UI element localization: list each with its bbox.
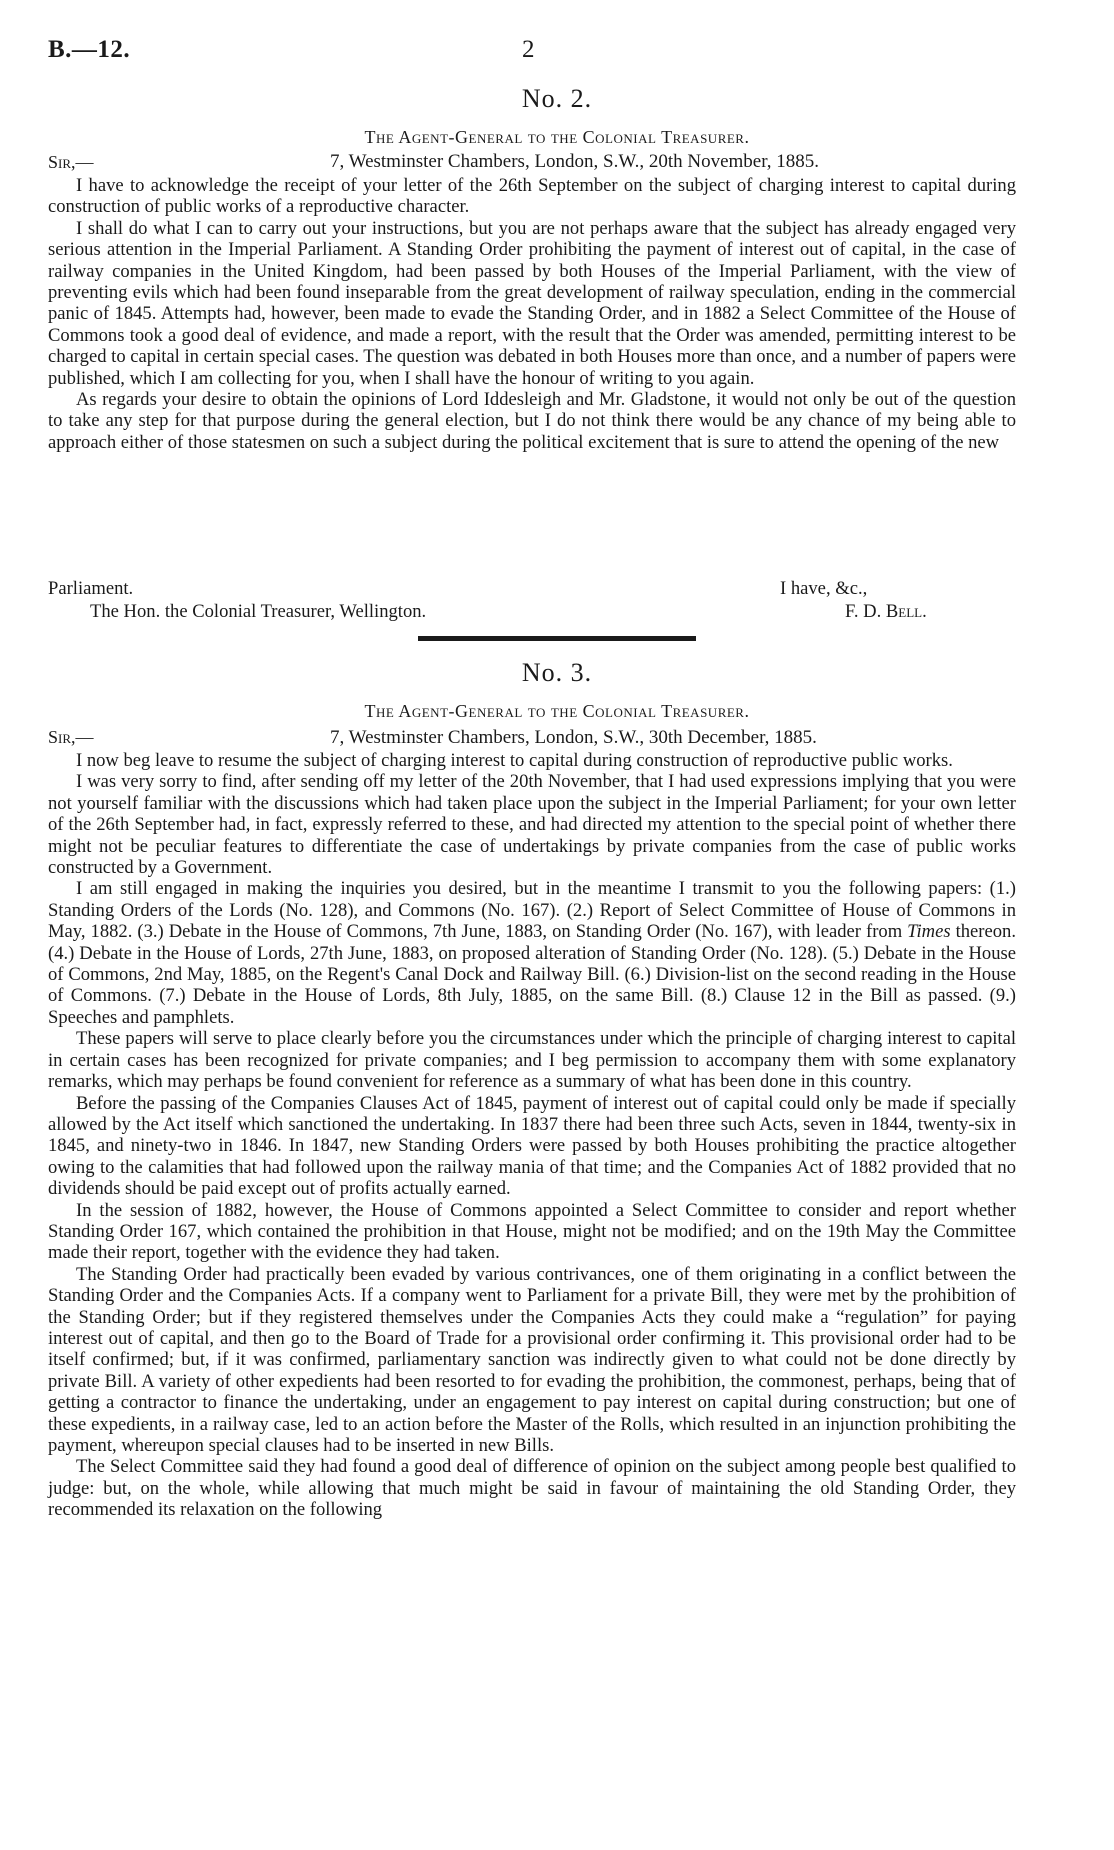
letter-3-paragraph-5: Before the passing of the Companies Clauses Act of 1845, payment of interest out of capital could only be made if specially allowed by the Act itself which sanctioned the undertaking. In 1837 there had been three such Acts, seven in 1844, twenty-six in 1845, and ninety-two in 1846. In 1847, new Standing Orders were passed by both Houses prohibiting the practice altogether owing to the calamities that had followed upon the railway mania of that time; and the Companies Act of 1882 provided that no dividends should be paid except out of profits actually earned.	[48, 1092, 1016, 1200]
letter-2-body	[48, 175, 1016, 453]
letter-3-paragraph-1: I now beg leave to resume the subject of charging interest to capital during construction of reproductive public works.	[76, 750, 953, 771]
letter-3-salutation: Sir,—	[48, 727, 94, 747]
times-newspaper-title: Times	[907, 921, 951, 943]
page-number: 2	[522, 36, 535, 63]
letter-2-number: No. 2.	[521, 84, 593, 113]
letter-3-paragraph-3: I am still engaged in making the inquiries you desired, but in the meantime I transmit to you the following papers: (1.) Standing Orders of the Lords (No. 128), and Commons (No. 167). (2.) Report of Select Committee of House of Commons in May, 1882. (3.) Debate in the House of Commons, 7th June, 1883, on Standing Order (No. 167), with leader from Times thereon. (4.) Debate in the House of Lords, 27th June, 1883, on proposed alteration of Standing Order (No. 128). (5.) Debate in the House of Commons, 2nd May, 1885, on the Regent's Canal Dock and Railway Bill. (6.) Division-list on the second reading in the House of Commons. (7.) Debate in the House of Lords, 8th July, 1885, on the same Bill. (8.) Clause 12 in the Bill as passed. (9.) Speeches and pamphlets.	[48, 878, 1016, 1028]
letter-2-closing-right: I have, &c.,	[780, 578, 868, 599]
letter-2-paragraph-1: I have to acknowledge the receipt of your letter of the 26th September on the subject of charging interest to capital during construction of public works of a reproductive character.	[48, 175, 1016, 218]
letter-3-paragraph-4: These papers will serve to place clearly before you the circumstances under which the principle of charging interest to capital in certain cases has been recognized for private companies; and I beg permission to accompany them with some explanatory remarks, which may perhaps be found convenient for reference as a summary of what has been done in this country.	[48, 1028, 1016, 1093]
section-divider	[418, 636, 696, 641]
letter-2-paragraph-2: I shall do what I can to carry out your instructions, but you are not perhaps aware that the subject has already engaged very serious attention in the Imperial Parliament. A Standing Order prohibiting the payment of interest out of capital, in the case of railway companies in the United Kingdom, had been passed by both Houses of the Imperial Parliament, with the view of preventing evils which had been found inseparable from the great development of railway speculation, ending in the commercial panic of 1845. Attempts had, however, been made to evade the Standing Order, and in 1882 a Select Committee of the House of Commons took a good deal of evidence, and made a report, with the result that the Order was amended, permitting interest to be charged to capital in certain special cases. The question was debated in both Houses more than once, and a number of papers were published, which I am collecting for you, when I shall have the honour of writing to you again.	[48, 217, 1016, 389]
letter-2-heading: The Agent-General to the Colonial Treasurer.	[364, 127, 750, 147]
letter-3-paragraph-6: In the session of 1882, however, the House of Commons appointed a Select Committee to consider and report whether Standing Order 167, which contained the prohibition in that House, might not be modified; and on the 19th May the Committee made their report, together with the evidence they had taken.	[48, 1199, 1016, 1264]
letter-2-closing	[48, 578, 1016, 600]
letter-3-number: No. 3.	[521, 658, 593, 687]
letter-3-address: 7, Westminster Chambers, London, S.W., 30th December, 1885.	[330, 727, 817, 748]
letter-3-heading: The Agent-General to the Colonial Treasurer.	[364, 701, 750, 721]
letter-2-salutation: Sir,—	[48, 152, 94, 172]
letter-2-address: 7, Westminster Chambers, London, S.W., 20th November, 1885.	[330, 151, 820, 172]
letter-2-signature-row	[90, 601, 1016, 623]
letter-2-closing-left: Parliament.	[48, 578, 134, 599]
paper-reference: B.—12.	[48, 36, 131, 63]
letter-3-paragraph-8: The Select Committee said they had found a good deal of difference of opinion on the subject among people best qualified to judge: but, on the whole, while allowing that much might be said in favour of maintaining the old Standing Order, they recommended its relaxation on the following	[48, 1456, 1016, 1521]
letter-2-addressee: The Hon. the Colonial Treasurer, Wellington.	[90, 601, 427, 622]
letter-3-paragraph-7: The Standing Order had practically been evaded by various contrivances, one of them originating in a conflict between the Standing Order and the Companies Acts. If a company went to Parliament for a private Bill, they were met by the prohibition of the Standing Order; but if they registered themselves under the Companies Acts they could make a “regulation” for paying interest out of capital, and then go to the Board of Trade for a provisional order confirming it. This provisional order had to be itself confirmed; but, if it was confirmed, parliamentary sanction was indirectly given to what could not be done directly by private Bill. A variety of other expedients had been resorted to for evading the prohibition, the commonest, perhaps, being that of getting a contractor to finance the undertaking, under an engagement to pay interest on capital during construction; but one of these expedients, in a railway case, led to an action before the Master of the Rolls, which resulted in an injunction prohibiting the payment, whereupon special clauses had to be inserted in new Bills.	[48, 1263, 1016, 1456]
letter-2-paragraph-3: As regards your desire to obtain the opinions of Lord Iddesleigh and Mr. Gladstone, it would not only be out of the question to take any step for that purpose during the general election, but I do not think there would be any chance of my being able to approach either of those statesmen on such a subject during the political excitement that is sure to attend the opening of the new	[48, 389, 1016, 453]
letter-3-body	[48, 750, 1016, 1521]
letter-2-signature: F. D. Bell.	[845, 601, 927, 622]
letter-3-paragraph-2: I was very sorry to find, after sending off my letter of the 20th November, that I had used expressions implying that you were not yourself familiar with the discussions which had taken place upon the subject in the Imperial Parliament; for your own letter of the 26th September had, in fact, expressly referred to these, and had directed my attention to the special point of whether there might not be peculiar features to differentiate the case of undertakings by private companies from the case of public works constructed by a Government.	[48, 771, 1016, 879]
